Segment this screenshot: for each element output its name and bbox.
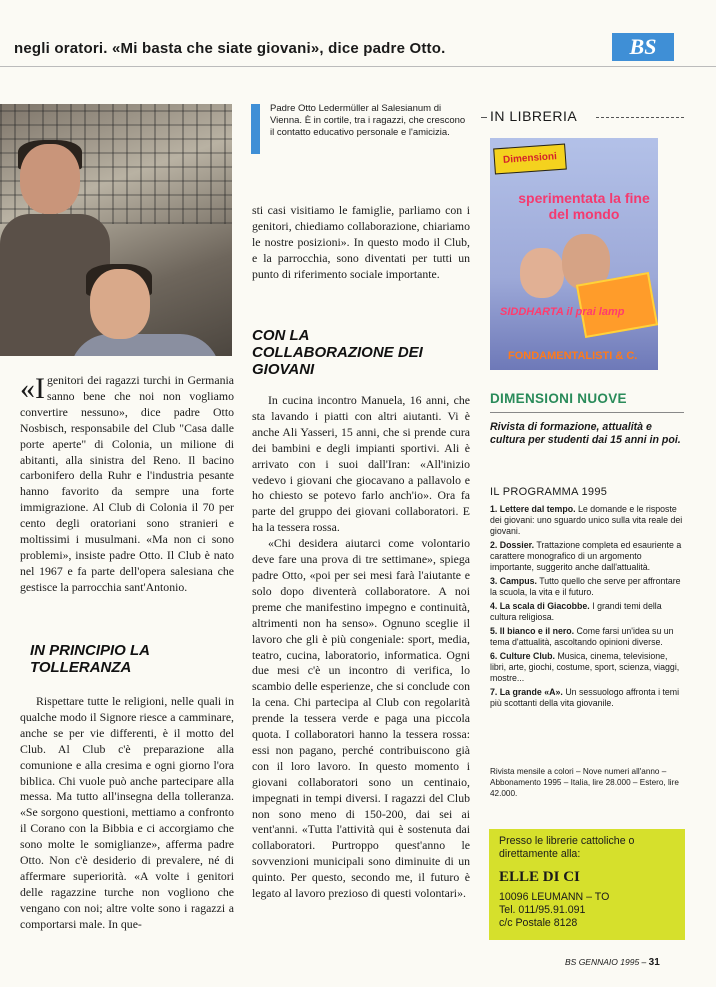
caption-accent [251, 104, 260, 154]
photo-caption: Padre Otto Ledermüller al Salesianum di Vienna. È in cortile, tra i ragazzi, che crescono il contatto educativo personale e l'amicizia. [270, 103, 466, 138]
header-divider [0, 66, 716, 67]
publisher-address: 10096 LEUMANN – TO Tel. 011/95.91.091 c/c Postale 8128 [499, 891, 610, 929]
magazine-description: Rivista di formazione, attualità e cultura per studenti dai 15 anni in poi. [490, 421, 681, 446]
programma-item: 6. Culture Club. Musica, cinema, televisione, libri, arte, giochi, costume, sport, scienza, viaggi, mostre... [490, 651, 680, 683]
programma-item: 3. Campus. Tutto quello che serve per affrontare la scuola, la vita e il futuro. [490, 576, 681, 597]
magazine-rule [490, 412, 684, 413]
footer-issue: BS GENNAIO 1995 – [565, 957, 647, 967]
cover-mid: SIDDHARTA il prai lamp [500, 306, 625, 318]
article-column-2-top: sti casi visitiamo le famiglie, parliamo con i genitori, chiediamo collaborazione, chiariamo le nostre posizioni». In questo modo il Club, e la parrocchia, sono diventati per tutti un punto di riferimento sociale importante. [252, 203, 470, 281]
publisher-name: ELLE DI CI [499, 869, 580, 885]
programma-list [490, 504, 686, 712]
programma-title: IL PROGRAMMA 1995 [490, 486, 608, 498]
order-box [489, 829, 685, 940]
cover-logo: Dimensioni [493, 144, 567, 175]
sidebar-rule-left [481, 117, 487, 118]
programma-item: 4. La scala di Giacobbe. I grandi temi della cultura religiosa. [490, 601, 662, 622]
order-intro: Presso le librerie cattoliche o direttamente alla: [499, 835, 635, 860]
article-photo [0, 104, 232, 356]
sidebar-rule-right [596, 117, 684, 118]
subhead-tolleranza: IN PRINCIPIO LA TOLLERANZA [30, 642, 150, 676]
subhead-collaborazione: CON LA COLLABORAZIONE DEI GIOVANI [252, 327, 423, 378]
page-headline: negli oratori. «Mi basta che siate giovani», dice padre Otto. [14, 40, 446, 57]
cover-headline: sperimentata la fine del mondo [518, 190, 650, 222]
cover-bottom: FONDAMENTALISTI & C. [508, 350, 638, 362]
sidebar-title: IN LIBRERIA [490, 108, 578, 124]
article-column-2-body: In cucina incontro Manuela, 16 anni, che sta lavando i piatti con altri aiutanti. Vi è anche Ali Yasseri, 15 anni, che si prende cura dei bambini e degli impianti sportivi. Ali è arrivato con i suoi dall'Iran: «All'inizio vedevo i giovani che giocavano a pallavolo e ho chiesto se potevo farlo anch'io». Ora fa parte del gruppo dei giovani collaboratori. E ha la tessera rossa. «Chi desidera aiutarci come volontario deve fare una prova di tre settimane», spiega padre Otto, «poi per sei mesi farà l'aiutante e solo dopo diventerà collaboratore. A noi preme che manifestino impegno e continuità, altrimenti non ha senso». Ognuno sceglie il lavoro che gli è più congeniale: sport, media, teatro, cucina, laboratorio, informatica. Ogni due mesi c'è un incontro di verifica, lo scambio delle esperienze, che si conclude con la cena. Chi partecipa al Club con regolarità prende la tessera verde e paga una piccola quota. I collaboratori hanno la tessera rossa: essi non pagano, perché contribuiscono già con il loro lavoro. In questo momento i giovani collaboratori sono un centinaio, impegnati in tempi diversi. I ragazzi del Club non sono meno di 150-200, dai sei ai vent'anni. «Tutta l'attività qui è sostenuta dai collaboratori. Purtroppo quest'anno le sovvenzioni municipali sono diminuite di un quinto. Per questo, secondo me, il futuro è legato al lavoro prezioso di questi volontari». [252, 393, 470, 901]
article-column-1-intro [20, 373, 234, 596]
programma-item: 5. Il bianco e il nero. Come farsi un'idea su un tema d'attualità, ascoltando opinioni diverse. [490, 626, 674, 647]
programma-item: 1. Lettere dal tempo. Le domande e le risposte dei giovani: uno sguardo unico sulla vita reale dei giovani. [490, 504, 683, 536]
magazine-cover [490, 138, 658, 370]
dropcap: «I [20, 372, 45, 405]
subscription-info: Rivista mensile a colori – Nove numeri all'anno – Abbonamento 1995 – Italia, lire 28.000 – Estero, lire 42.000. [490, 767, 679, 798]
article-column-1-body: Rispettare tutte le religioni, nelle quali in qualche modo il Signore riesce a camminare, anche se per vie differenti, è il motto del Club. Al Club c'è preparazione alla comunione e alla cresima e ogni giorno l'ora biblica. Chi vuole può anche partecipare alla messa. Ma tutto all'insegna della tolleranza. «Se sorgono questioni, mettiamo a confronto il Corano con la Bibbia e ci accorgiamo che sono molte le somiglianze», afferma padre Otto. Non c'è desiderio di prevalere, né di affermare superiorità. «A volte i genitori delle ragazzine turche non vogliono che vengano con noi; altre volte sono i ragazzi a comportarsi male. In que- [20, 694, 234, 931]
page-number: 31 [648, 957, 660, 968]
page-footer [565, 957, 660, 968]
intro-text: genitori dei ragazzi turchi in Germania sanno bene che noi non vogliamo convertire nessuno», dice padre Otto Nosbisch, responsabile del Club "Casa dalle porte aperte" di Colonia, un milione di abitanti, alla sinistra del Reno. Il bacino carbonifero della Ruhr e l'industria pesante hanno favorito da sempre una forte immigrazione. Al Club di Colonia il 70 per cento degli oratoriani sono stranieri e moltissimi i musulmani. «Ma non ci sono problemi», insiste padre Otto. Il Club è nato nel 1967 e fa parte dell'opera salesiana che gestisce la parrocchia sant'Antonio. [20, 373, 234, 594]
magazine-tab: BS [612, 33, 674, 61]
magazine-name: DIMENSIONI NUOVE [490, 391, 627, 406]
programma-item: 7. La grande «A». Un sessuologo affronta i temi più scottanti della vita giovanile. [490, 687, 680, 708]
programma-item: 2. Dossier. Trattazione completa ed esauriente a carattere monografico di un argomento importante, suggerito anche dall'attualità. [490, 540, 682, 572]
